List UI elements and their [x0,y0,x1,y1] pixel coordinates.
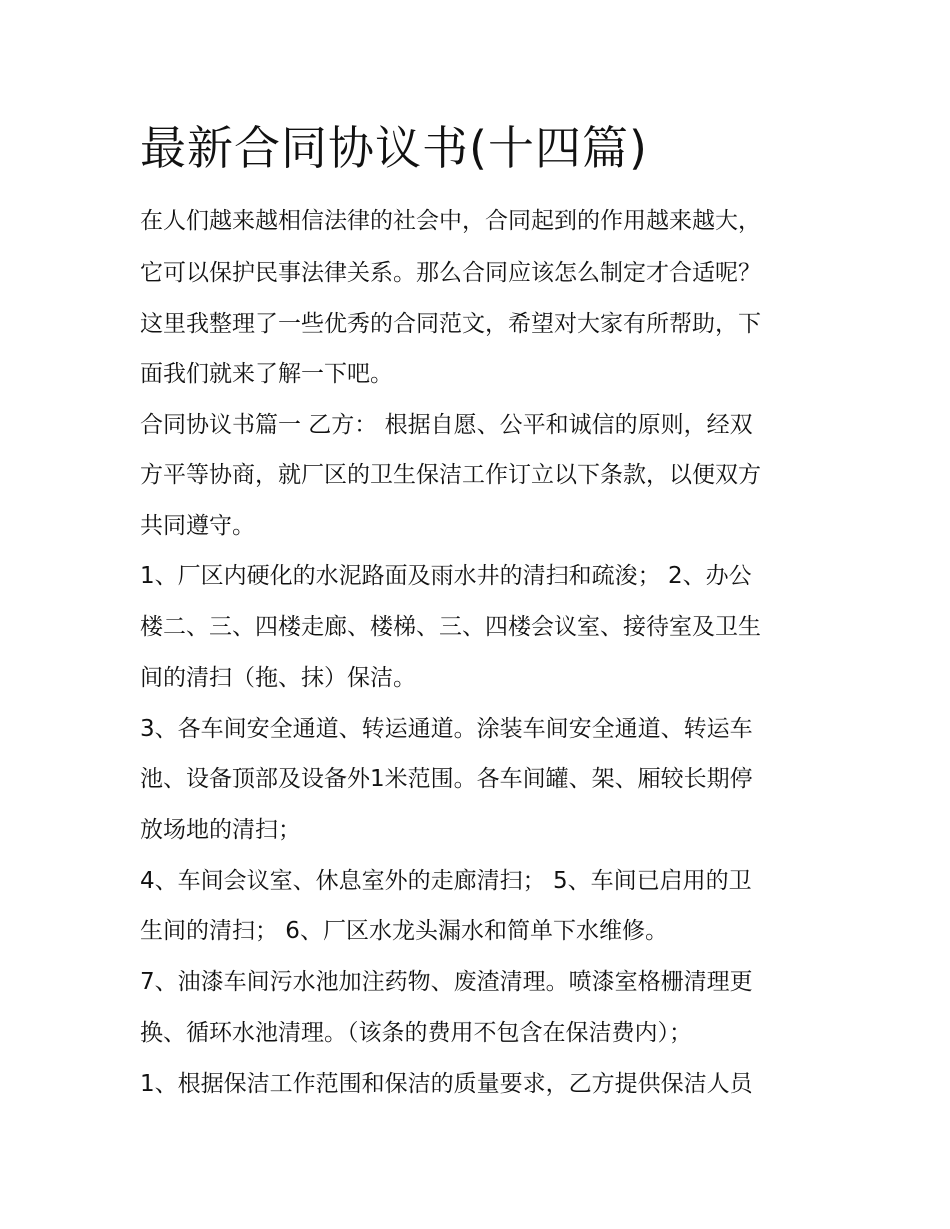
paragraph-line: 在人们越来越相信法律的社会中，合同起到的作用越来越大， [140,208,761,234]
document-title: 最新合同协议书(十四篇) [140,121,648,175]
paragraph-line: 共同遵守。 [140,513,255,539]
paragraph-line: 3、各车间安全通道、转运通道。涂装车间安全通道、转运车 [140,716,753,742]
paragraph-line: 池、设备顶部及设备外1米范围。各车间罐、架、厢较长期停 [140,766,753,792]
paragraph-line: 生间的清扫； 6、厂区水龙头漏水和简单下水维修。 [140,918,668,944]
paragraph-line: 换、循环水池清理。（该条的费用不包含在保洁费内）； [140,1020,692,1046]
paragraph-line: 放场地的清扫； [140,817,301,843]
paragraph-line: 1、厂区内硬化的水泥路面及雨水井的清扫和疏浚； 2、办公 [140,563,752,589]
paragraph-line: 间的清扫（拖、抹）保洁。 [140,665,416,691]
paragraph-line: 7、油漆车间污水池加注药物、废渣清理。喷漆室格栅清理更 [140,969,753,995]
paragraph-line: 这里我整理了一些优秀的合同范文，希望对大家有所帮助，下 [140,311,761,337]
paragraph-line: 4、车间会议室、休息室外的走廊清扫； 5、车间已启用的卫 [140,868,752,894]
paragraph-line: 合同协议书篇一 乙方： 根据自愿、公平和诚信的原则，经双 [140,412,753,438]
paragraph-line: 楼二、三、四楼走廊、楼梯、三、四楼会议室、接待室及卫生 [140,614,761,640]
paragraph-line: 方平等协商，就厂区的卫生保洁工作订立以下条款，以便双方 [140,462,761,488]
paragraph-line: 它可以保护民事法律关系。那么合同应该怎么制定才合适呢？ [140,260,761,286]
paragraph-line: 面我们就来了解一下吧。 [140,361,393,387]
paragraph-line: 1、根据保洁工作范围和保洁的质量要求，乙方提供保洁人员 [140,1071,753,1097]
